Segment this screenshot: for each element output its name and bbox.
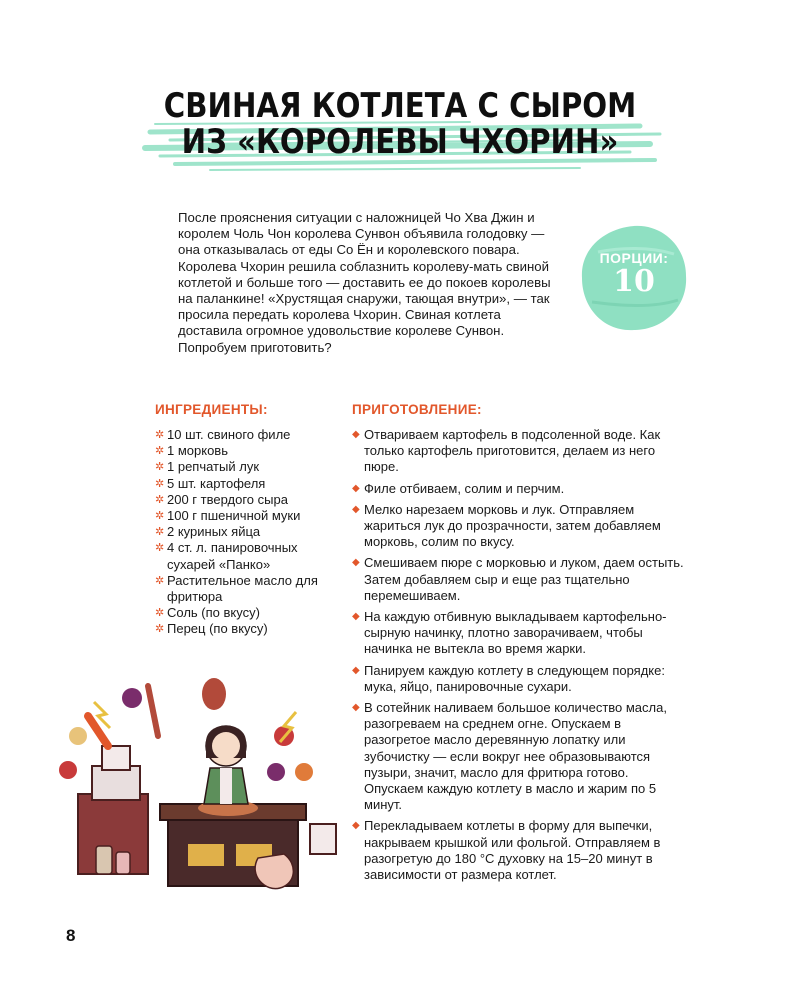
ingredient-text: 200 г твердого сыра	[167, 491, 288, 507]
ingredient-text: 1 репчатый лук	[167, 459, 260, 475]
ingredient-text: 2 куриных яйца	[167, 524, 261, 540]
ingredient-text: 10 шт. свиного филе	[167, 427, 291, 442]
portions-label: ПОРЦИИ:	[599, 250, 669, 266]
diamond-icon: ◆	[352, 664, 360, 676]
portions-badge	[578, 222, 690, 334]
preparation-step	[352, 663, 688, 695]
ingredient-item	[155, 605, 345, 621]
ingredients-heading: ИНГРЕДИЕНТЫ:	[155, 402, 268, 417]
preparation-step	[352, 502, 688, 551]
ingredient-item	[155, 427, 345, 443]
sparkle-icon: ✲	[155, 461, 165, 474]
preparation-step	[352, 818, 688, 883]
step-text: Перекладываем котлеты в форму для выпечки, накрываем крышкой или фольгой. Отправляем в разогретую до 180 °С духовку на 15–20 минут в зависимости от размера котлет.	[364, 818, 661, 883]
portions-value: 10	[613, 264, 655, 299]
intro-paragraph: После прояснения ситуации с наложницей Чо Хва Джин и королем Чоль Чон королева Сунвон объявила голодовку — она отказывалась от еды Со Ён и королевского повара. Королева Чхорин решила соблазнить королеву-мать свиной котлетой и больше того — доставить ее до покоев королевы на паланкине! «Хрустящая снаружи, тающая внутри», — так просила передать королева Чхорин. Свиная котлета доставила огромное удовольствие королеве Сунвон. Попробуем приготовить?	[178, 210, 551, 355]
recipe-title-line-2: ИЗ «КОРОЛЕВЫ ЧХОРИН»	[181, 122, 619, 162]
ingredient-item	[155, 621, 345, 637]
diamond-icon: ◆	[352, 482, 360, 494]
ingredient-item	[155, 524, 345, 540]
ingredient-item	[155, 443, 345, 459]
ingredient-item	[155, 508, 345, 524]
preparation-step	[352, 481, 688, 497]
ingredient-text: Растительное масло для фритюра	[167, 572, 318, 605]
diamond-icon: ◆	[352, 557, 360, 569]
sparkle-icon: ✲	[155, 542, 165, 555]
ingredient-text: Соль (по вкусу)	[167, 605, 260, 621]
step-text: Мелко нарезаем морковь и лук. Отправляем жариться лук до прозрачности, затем добавляем морковь, солим по вкусу.	[364, 501, 661, 550]
sparkle-icon: ✲	[155, 445, 165, 458]
ingredient-item	[155, 540, 345, 572]
step-text: Смешиваем пюре с морковью и луком, даем остыть. Затем добавляем сыр и еще раз тщательно перемешиваем.	[364, 555, 684, 603]
ingredient-item	[155, 476, 345, 492]
sparkle-icon: ✲	[155, 607, 165, 620]
ingredient-item	[155, 573, 345, 605]
step-text: В сотейник наливаем большое количество масла, разогреваем на среднем огне. Опускаем в разогретое масло деревянную лопатку или зубочистку — если вокруг нее образовываются пузыри, значит, масло для фритюра готово. Опускаем каждую котлету в масло и жарим по 5 минут.	[364, 700, 667, 813]
title-block	[0, 82, 800, 192]
preparation-step	[352, 609, 688, 658]
diamond-icon: ◆	[352, 429, 360, 440]
ingredient-text: 100 г пшеничной муки	[167, 508, 301, 524]
sparkle-icon: ✲	[155, 493, 165, 506]
preparation-step	[352, 555, 688, 604]
sparkle-icon: ✲	[155, 574, 165, 587]
preparation-step	[352, 427, 688, 476]
diamond-icon: ◆	[352, 702, 360, 714]
sparkle-icon: ✲	[155, 510, 165, 523]
ingredient-item	[155, 459, 345, 475]
ingredient-text: 1 морковь	[167, 443, 228, 459]
recipe-title-line-1: СВИНАЯ КОТЛЕТА С СЫРОМ	[163, 86, 637, 126]
step-text: На каждую отбивную выкладываем картофельно-сырную начинку, плотно заворачиваем, чтобы начинка не вытекла во время жарки.	[364, 609, 667, 657]
diamond-icon: ◆	[352, 611, 360, 623]
cooking-illustration	[48, 676, 348, 898]
ingredient-text: Перец (по вкусу)	[167, 621, 268, 637]
ingredient-text: 4 ст. л. панировочных сухарей «Панко»	[167, 540, 298, 572]
step-text: Панируем каждую котлету в следующем порядке: мука, яйцо, панировочные сухари.	[364, 662, 665, 694]
ingredients-list	[155, 427, 345, 638]
preparation-step	[352, 700, 688, 813]
ingredient-item	[155, 492, 345, 508]
diamond-icon: ◆	[352, 503, 360, 515]
preparation-heading: ПРИГОТОВЛЕНИЕ:	[352, 402, 482, 417]
sparkle-icon: ✲	[155, 477, 165, 490]
sparkle-icon: ✲	[155, 623, 165, 636]
step-text: Филе отбиваем, солим и перчим.	[364, 480, 565, 496]
diamond-icon: ◆	[352, 820, 360, 832]
sparkle-icon: ✲	[155, 429, 165, 441]
step-text: Отвариваем картофель в подсоленной воде. Как только картофель приготовится, делаем из него пюре.	[364, 427, 661, 475]
sparkle-icon: ✲	[155, 526, 165, 539]
page-number: 8	[66, 926, 76, 945]
preparation-steps-list	[352, 427, 688, 888]
ingredient-text: 5 шт. картофеля	[167, 475, 266, 491]
